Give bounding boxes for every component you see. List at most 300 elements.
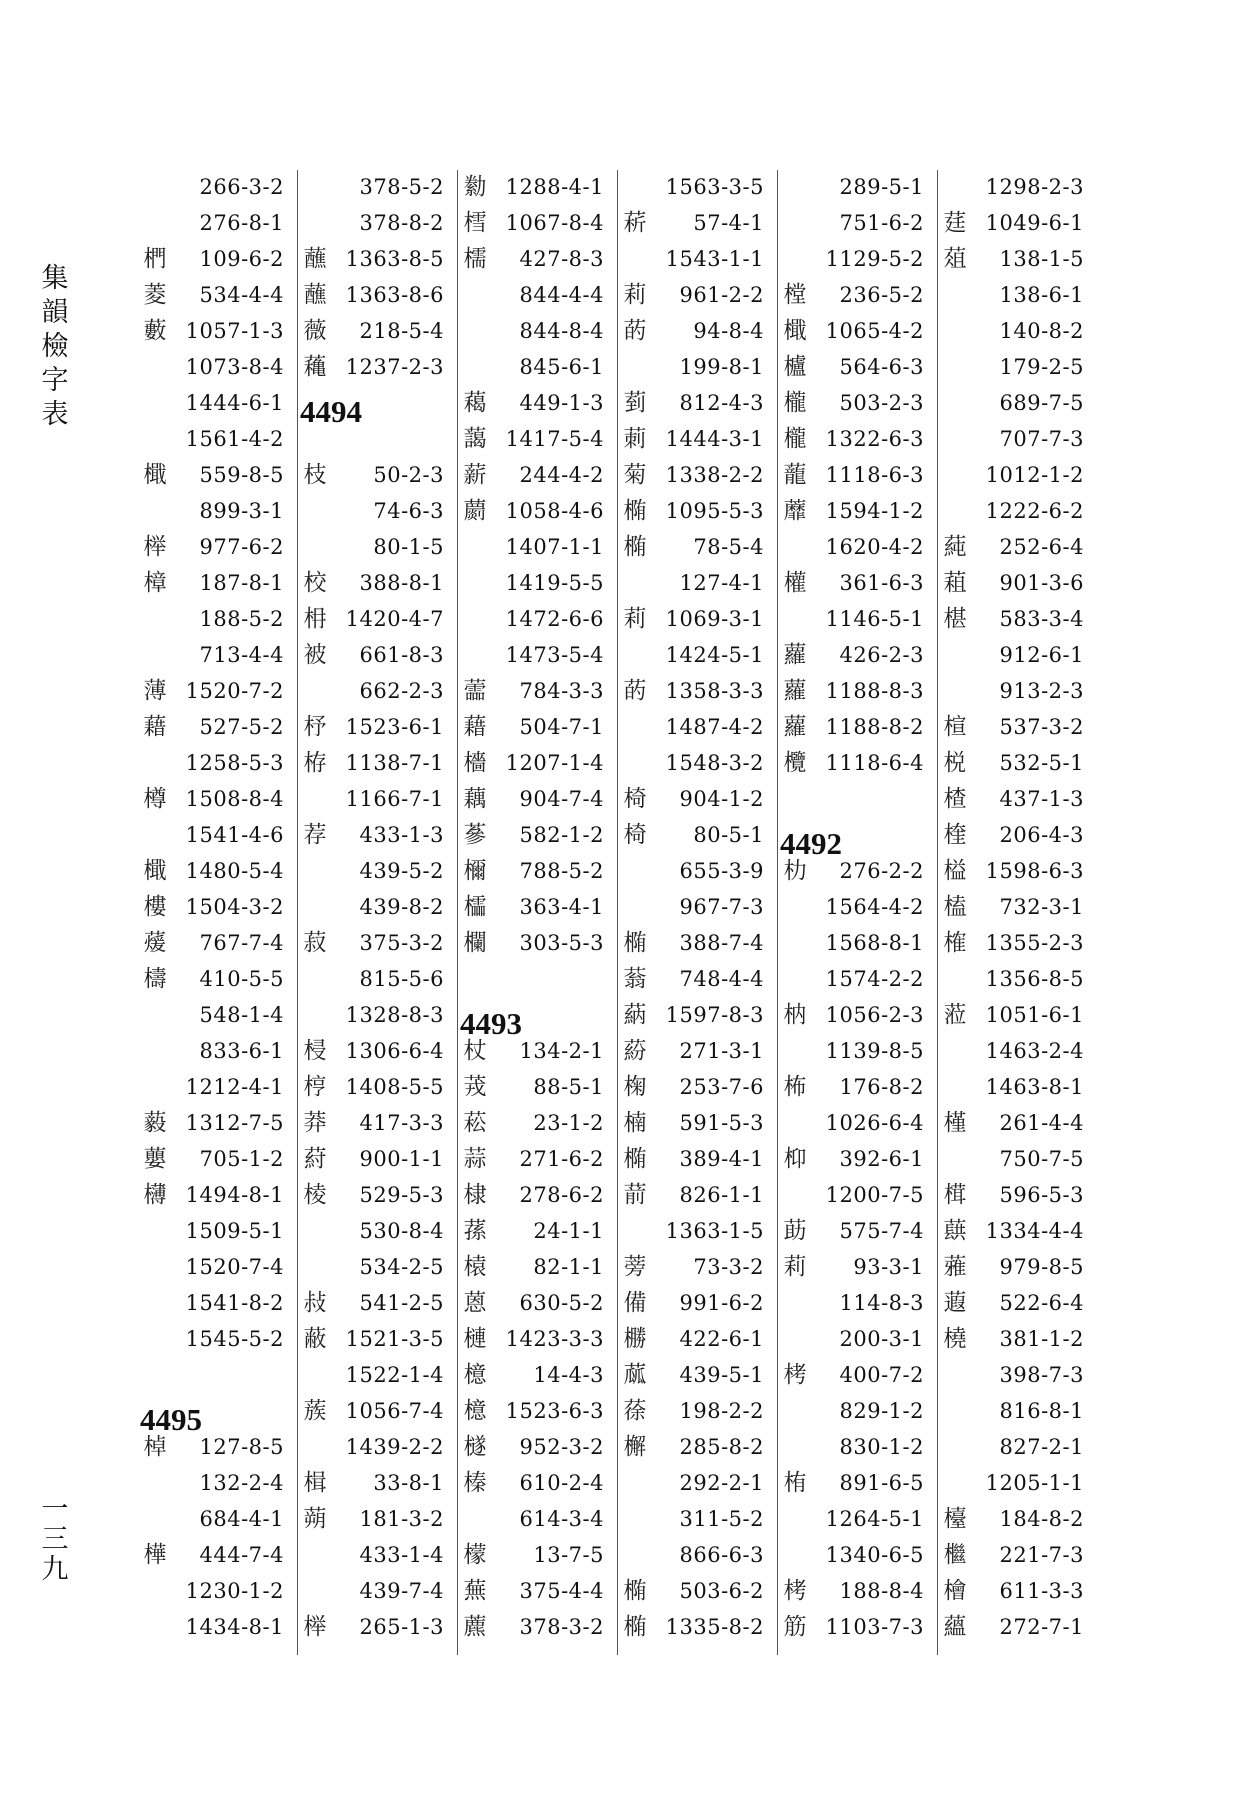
index-entry	[298, 962, 450, 996]
entry-character: 茙	[463, 1074, 487, 1100]
entry-reference: 134-2-1	[519, 1039, 604, 1063]
entry-reference: 534-4-4	[199, 283, 284, 307]
entry-reference: 503-2-3	[839, 391, 924, 415]
entry-character: 楏	[943, 822, 967, 848]
index-entry	[138, 422, 290, 456]
entry-character	[298, 998, 332, 1032]
entry-character: 榉	[143, 534, 167, 560]
index-entry	[618, 422, 770, 456]
entry-character	[778, 1430, 812, 1464]
index-entry	[938, 1502, 1090, 1536]
entry-reference: 289-5-1	[839, 175, 924, 199]
entry-reference: 433-1-3	[359, 823, 444, 847]
entry-reference: 788-5-2	[519, 859, 604, 883]
index-entry	[458, 170, 610, 204]
index-entry	[138, 602, 290, 636]
index-entry	[618, 674, 770, 708]
index-entry	[618, 890, 770, 924]
entry-character: 櫨	[783, 354, 807, 380]
index-entry	[298, 1142, 450, 1176]
index-entry	[138, 674, 290, 708]
entry-character	[298, 1538, 332, 1572]
entry-character: 棣	[463, 1182, 487, 1208]
index-entry	[138, 1034, 290, 1068]
entry-reference: 952-3-2	[519, 1435, 604, 1459]
entry-character	[138, 602, 172, 636]
entry-reference: 684-4-1	[199, 1507, 284, 1531]
entry-reference: 1523-6-3	[505, 1399, 604, 1423]
entry-character: 蒣	[623, 1398, 647, 1424]
index-entry	[298, 1106, 450, 1140]
entry-character: 椅	[623, 786, 647, 812]
entry-character: 薪	[463, 462, 487, 488]
index-entry	[138, 206, 290, 240]
entry-reference: 439-5-2	[359, 859, 444, 883]
index-entry	[138, 638, 290, 672]
entry-character	[938, 350, 972, 384]
entry-reference: 961-2-2	[679, 283, 764, 307]
entry-reference: 548-1-4	[199, 1003, 284, 1027]
index-entry	[618, 1610, 770, 1644]
index-entry	[458, 494, 610, 528]
entry-character	[778, 890, 812, 924]
index-entry	[618, 530, 770, 564]
index-entry	[458, 1034, 610, 1068]
entry-character	[778, 242, 812, 276]
entry-reference: 750-7-5	[999, 1147, 1084, 1171]
entry-character	[458, 530, 492, 564]
entry-reference: 1258-5-3	[185, 751, 284, 775]
entry-character	[298, 782, 332, 816]
entry-character: 蘸	[303, 282, 327, 308]
index-entry	[938, 566, 1090, 600]
entry-reference: 1545-5-2	[185, 1327, 284, 1351]
entry-reference: 904-1-2	[679, 787, 764, 811]
index-entry	[618, 746, 770, 780]
entry-character: 檬	[463, 1542, 487, 1568]
index-entry	[138, 242, 290, 276]
entry-reference: 417-3-3	[359, 1111, 444, 1135]
entry-reference: 271-3-1	[679, 1039, 764, 1063]
index-entry	[618, 494, 770, 528]
entry-character: 椹	[943, 606, 967, 632]
index-entry	[938, 422, 1090, 456]
entry-character	[138, 1358, 172, 1392]
entry-character: 蕸	[943, 1290, 967, 1316]
entry-reference: 439-5-1	[679, 1363, 764, 1387]
index-entry	[458, 206, 610, 240]
index-entry	[618, 566, 770, 600]
entry-reference: 1363-8-5	[345, 247, 444, 271]
entry-character	[938, 1430, 972, 1464]
index-entry	[298, 602, 450, 636]
entry-reference: 844-8-4	[519, 319, 604, 343]
index-entry	[618, 206, 770, 240]
index-entry	[938, 962, 1090, 996]
entry-reference: 1095-5-3	[665, 499, 764, 523]
entry-reference: 57-4-1	[693, 211, 764, 235]
entry-character: 杼	[303, 714, 327, 740]
entry-reference: 1504-3-2	[185, 895, 284, 919]
entry-reference: 527-5-2	[199, 715, 284, 739]
index-entry	[138, 926, 290, 960]
entry-character	[298, 1430, 332, 1464]
entry-character	[778, 1322, 812, 1356]
entry-character: 葤	[303, 1146, 327, 1172]
index-entry	[458, 1214, 610, 1248]
entry-reference: 827-2-1	[999, 1435, 1084, 1459]
entry-character	[938, 1142, 972, 1176]
entry-reference: 444-7-4	[199, 1543, 284, 1567]
entry-reference: 1424-5-1	[665, 643, 764, 667]
entry-character: 莉	[623, 606, 647, 632]
entry-character: 槤	[463, 1326, 487, 1352]
entry-character: 蒜	[463, 1146, 487, 1172]
index-entry	[298, 494, 450, 528]
entry-reference: 812-4-3	[679, 391, 764, 415]
index-entry	[298, 458, 450, 492]
index-entry	[778, 1574, 930, 1608]
entry-character: 蘢	[783, 462, 807, 488]
entry-character	[938, 1358, 972, 1392]
entry-reference: 127-4-1	[679, 571, 764, 595]
index-entry	[938, 602, 1090, 636]
entry-reference: 1420-4-7	[345, 607, 444, 631]
entry-character	[298, 890, 332, 924]
entry-reference: 1568-8-1	[825, 931, 924, 955]
index-entry	[618, 1394, 770, 1428]
entry-character: 椈	[623, 1074, 647, 1100]
index-entry	[138, 1322, 290, 1356]
entry-character	[778, 1034, 812, 1068]
entry-character	[298, 674, 332, 708]
entry-character: 被	[303, 642, 327, 668]
index-entry	[618, 1142, 770, 1176]
index-entry	[138, 350, 290, 384]
index-entry	[138, 1142, 290, 1176]
index-entry	[618, 1430, 770, 1464]
entry-reference: 1057-1-3	[185, 319, 284, 343]
index-entry	[298, 566, 450, 600]
index-entry	[618, 1574, 770, 1608]
entry-character: 椚	[143, 246, 167, 272]
index-entry	[938, 710, 1090, 744]
entry-reference: 1212-4-1	[185, 1075, 284, 1099]
entry-reference: 1338-2-2	[665, 463, 764, 487]
index-entry	[938, 818, 1090, 852]
index-entry	[618, 170, 770, 204]
entry-reference: 439-7-4	[359, 1579, 444, 1603]
entry-reference: 266-3-2	[199, 175, 284, 199]
entry-reference: 73-3-2	[693, 1255, 764, 1279]
entry-character	[938, 170, 972, 204]
entry-character: 栯	[783, 1470, 807, 1496]
index-entry	[138, 854, 290, 888]
entry-reference: 1067-8-4	[505, 211, 604, 235]
entry-reference: 23-1-2	[533, 1111, 604, 1135]
entry-character: 橳	[623, 1326, 647, 1352]
index-entry	[298, 746, 450, 780]
index-entry	[938, 854, 1090, 888]
entry-reference: 900-1-1	[359, 1147, 444, 1171]
entry-character: 柨	[783, 1074, 807, 1100]
entry-character: 欂	[143, 1182, 167, 1208]
entry-character	[458, 638, 492, 672]
index-entry	[298, 1502, 450, 1536]
entry-character	[938, 314, 972, 348]
entry-character	[778, 926, 812, 960]
entry-reference: 1288-4-1	[505, 175, 604, 199]
entry-reference: 583-3-4	[999, 607, 1084, 631]
entry-reference: 94-8-4	[693, 319, 764, 343]
index-entry	[938, 1142, 1090, 1176]
index-entry	[938, 1250, 1090, 1284]
entry-character: 椭	[623, 930, 647, 956]
entry-character	[618, 1466, 652, 1500]
entry-character: 筋	[783, 1614, 807, 1640]
entry-reference: 13-7-5	[533, 1543, 604, 1567]
entry-reference: 1129-5-2	[825, 247, 924, 271]
index-entry	[778, 674, 930, 708]
index-entry	[298, 998, 450, 1032]
entry-character: 枘	[783, 1002, 807, 1028]
entry-character	[138, 1286, 172, 1320]
index-entry	[938, 1610, 1090, 1644]
entry-reference: 522-6-4	[999, 1291, 1084, 1315]
index-entry	[778, 350, 930, 384]
entry-character: 槿	[943, 1110, 967, 1136]
entry-reference: 138-1-5	[999, 247, 1084, 271]
entry-reference: 1548-3-2	[665, 751, 764, 775]
entry-character: 薇	[303, 318, 327, 344]
entry-character: 楫	[303, 1470, 327, 1496]
entry-character: 櫳	[783, 426, 807, 452]
index-entry	[458, 1178, 610, 1212]
entry-character	[938, 422, 972, 456]
entry-character	[298, 170, 332, 204]
entry-reference: 80-5-1	[693, 823, 764, 847]
index-entry	[938, 1034, 1090, 1068]
index-entry	[778, 458, 930, 492]
index-entry	[458, 386, 610, 420]
entry-character	[458, 602, 492, 636]
section-number: 4494	[300, 394, 362, 429]
index-entry	[458, 278, 610, 312]
entry-reference: 1322-6-3	[825, 427, 924, 451]
entry-character	[298, 530, 332, 564]
entry-reference: 830-1-2	[839, 1435, 924, 1459]
index-entry	[298, 530, 450, 564]
index-entry	[138, 1610, 290, 1644]
page-number-char: 一	[41, 1494, 69, 1525]
index-entry	[778, 1070, 930, 1104]
entry-character: 藹	[463, 426, 487, 452]
entry-character: 檝	[783, 318, 807, 344]
entry-character: 楦	[943, 714, 967, 740]
page-number-vertical	[40, 1495, 70, 1585]
section-number: 4495	[140, 1402, 202, 1437]
entry-character: 棱	[303, 1182, 327, 1208]
entry-reference: 610-2-4	[519, 1471, 604, 1495]
entry-reference: 50-2-3	[373, 463, 444, 487]
entry-reference: 1439-2-2	[345, 1435, 444, 1459]
entry-character: 樟	[143, 570, 167, 596]
entry-reference: 1463-2-4	[985, 1039, 1084, 1063]
entry-reference: 829-1-2	[839, 1399, 924, 1423]
entry-character: 榛	[463, 1470, 487, 1496]
entry-character	[298, 854, 332, 888]
index-entry	[298, 1538, 450, 1572]
index-entry	[298, 242, 450, 276]
entry-character: 蒡	[623, 1254, 647, 1280]
entry-character: 蒶	[623, 1038, 647, 1064]
index-entry	[618, 818, 770, 852]
entry-reference: 375-3-2	[359, 931, 444, 955]
entry-character: 檮	[143, 966, 167, 992]
entry-character: 樽	[143, 786, 167, 812]
entry-character: 榏	[943, 858, 967, 884]
entry-reference: 707-7-3	[999, 427, 1084, 451]
index-entry	[778, 926, 930, 960]
entry-character	[938, 638, 972, 672]
index-entry	[138, 494, 290, 528]
entry-reference: 1444-6-1	[185, 391, 284, 415]
index-entry	[298, 1322, 450, 1356]
index-entry	[938, 998, 1090, 1032]
index-entry	[778, 782, 930, 816]
index-entry	[458, 962, 610, 996]
index-entry	[778, 566, 930, 600]
index-entry	[778, 1286, 930, 1320]
entry-character: 蒓	[943, 534, 967, 560]
entry-character: 莉	[623, 282, 647, 308]
entry-reference: 630-5-2	[519, 1291, 604, 1315]
index-entry	[298, 1070, 450, 1104]
entry-character: 蘿	[783, 642, 807, 668]
index-entry	[778, 386, 930, 420]
entry-reference: 1363-1-5	[665, 1219, 764, 1243]
entry-character: 備	[623, 1290, 647, 1316]
entry-character: 藉	[143, 714, 167, 740]
entry-character	[618, 1502, 652, 1536]
index-entry	[618, 1214, 770, 1248]
entry-reference: 611-3-3	[999, 1579, 1084, 1603]
index-entry	[778, 206, 930, 240]
index-entry	[458, 1430, 610, 1464]
entry-reference: 1620-4-2	[825, 535, 924, 559]
entry-reference: 1594-1-2	[825, 499, 924, 523]
entry-character	[138, 1610, 172, 1644]
title-char: 韻	[41, 297, 69, 328]
entry-character: 蕿	[143, 930, 167, 956]
entry-reference: 614-3-4	[519, 1507, 604, 1531]
entry-character: 欖	[783, 750, 807, 776]
entry-character	[618, 890, 652, 924]
entry-reference: 816-8-1	[999, 1399, 1084, 1423]
entry-character: 檷	[463, 858, 487, 884]
entry-character: 檯	[943, 1506, 967, 1532]
entry-character: 蓏	[623, 1362, 647, 1388]
index-entry	[138, 962, 290, 996]
entry-reference: 1444-3-1	[665, 427, 764, 451]
index-entry	[778, 1322, 930, 1356]
entry-character	[138, 170, 172, 204]
index-entry	[298, 710, 450, 744]
index-entry	[778, 1466, 930, 1500]
index-entry	[298, 1034, 450, 1068]
index-entry	[298, 818, 450, 852]
index-entry	[938, 170, 1090, 204]
entry-character: 菱	[143, 282, 167, 308]
entry-character	[138, 206, 172, 240]
entry-reference: 784-3-3	[519, 679, 604, 703]
entry-reference: 1564-4-2	[825, 895, 924, 919]
entry-character	[298, 962, 332, 996]
entry-reference: 1166-7-1	[345, 787, 444, 811]
entry-reference: 138-6-1	[999, 283, 1084, 307]
index-entry	[138, 998, 290, 1032]
entry-reference: 979-8-5	[999, 1255, 1084, 1279]
index-entry	[778, 422, 930, 456]
index-entry	[778, 1394, 930, 1428]
entry-character: 蕪	[463, 1578, 487, 1604]
entry-reference: 221-7-3	[999, 1543, 1084, 1567]
entry-reference: 1205-1-1	[985, 1471, 1084, 1495]
index-entry	[138, 278, 290, 312]
entry-character	[618, 566, 652, 600]
entry-character: 薄	[143, 678, 167, 704]
index-entry	[618, 1358, 770, 1392]
entry-character: 枊	[783, 1146, 807, 1172]
index-entry	[778, 890, 930, 924]
entry-character: 檍	[463, 1398, 487, 1424]
entry-reference: 1408-5-5	[345, 1075, 444, 1099]
index-entry	[618, 962, 770, 996]
index-entry	[458, 242, 610, 276]
index-entry	[938, 314, 1090, 348]
entry-character: 蘼	[783, 498, 807, 524]
index-entry	[138, 1214, 290, 1248]
entry-reference: 1541-8-2	[185, 1291, 284, 1315]
entry-reference: 361-6-3	[839, 571, 924, 595]
entry-character: 榵	[943, 1182, 967, 1208]
index-entry	[938, 746, 1090, 780]
entry-character: 菊	[623, 462, 647, 488]
index-entry	[298, 1610, 450, 1644]
entry-reference: 1334-4-4	[985, 1219, 1084, 1243]
entry-reference: 253-7-6	[679, 1075, 764, 1099]
index-entry	[298, 1430, 450, 1464]
entry-character: 莛	[943, 210, 967, 236]
entry-reference: 1118-6-4	[825, 751, 924, 775]
entry-character: 棹	[143, 1434, 167, 1460]
entry-reference: 1306-6-4	[345, 1039, 444, 1063]
entry-character: 檣	[463, 750, 487, 776]
entry-character: 蘸	[303, 246, 327, 272]
entry-character: 栲	[783, 1578, 807, 1604]
entry-character: 勬	[463, 174, 487, 200]
entry-character	[778, 962, 812, 996]
entry-reference: 378-3-2	[519, 1615, 604, 1639]
index-column	[618, 170, 778, 1655]
entry-reference: 1058-4-6	[505, 499, 604, 523]
index-entry	[778, 1610, 930, 1644]
entry-character	[458, 1502, 492, 1536]
index-entry	[778, 1106, 930, 1140]
section-heading-row	[458, 998, 610, 1041]
entry-character	[778, 1394, 812, 1428]
index-column	[938, 170, 1098, 1655]
